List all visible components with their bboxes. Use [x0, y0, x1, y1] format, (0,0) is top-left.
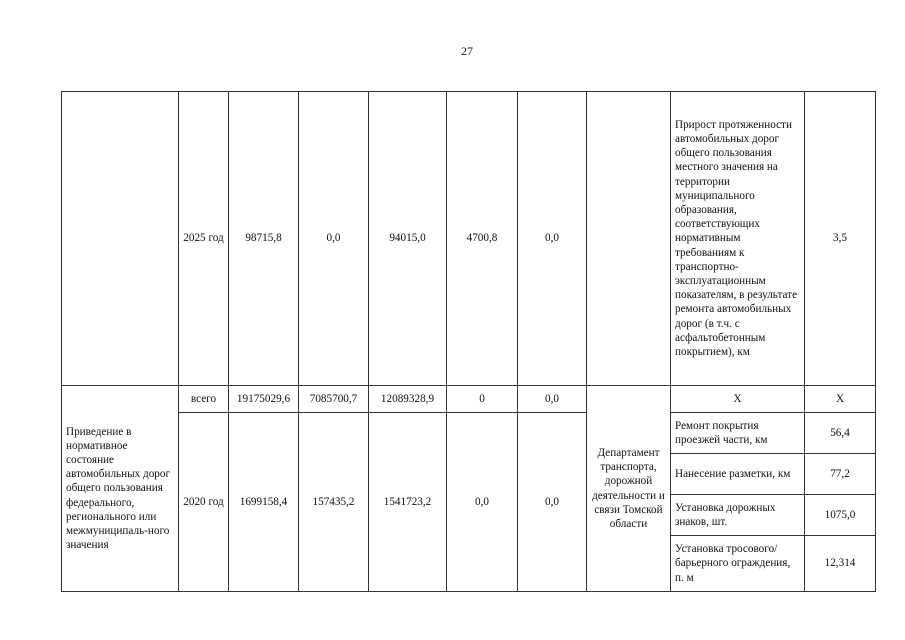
indicator-value-cell: 1075,0 [805, 495, 876, 536]
responsible-cell: Департамент транспорта, дорожной деятельности и связи Томской области [587, 386, 671, 592]
local-funding-cell: 0,0 [447, 413, 518, 592]
total-funding-cell: 98715,8 [229, 92, 299, 386]
total-funding-cell: 1699158,4 [229, 413, 299, 592]
page-number: 27 [461, 44, 473, 58]
task-cell-empty [62, 92, 179, 386]
indicator-name-cell: Установка тросового/барьерного ограждения, п. м [671, 536, 805, 592]
local-funding-cell: 4700,8 [447, 92, 518, 386]
table-row-total [62, 386, 876, 413]
indicator-value-cell: 77,2 [805, 454, 876, 495]
regional-funding-cell: 94015,0 [369, 92, 447, 386]
indicator-name-cell: Ремонт покрытия проезжей части, км [671, 413, 805, 454]
table-row-2020 [62, 413, 876, 454]
responsible-cell-empty [587, 92, 671, 386]
federal-funding-cell: 157435,2 [299, 413, 369, 592]
indicator-name-cell: Прирост протяженности автомобильных дорог общего пользования местного значения на территории муниципального образования, соответствующих нормативным требованиям к транспортно-эксплуатационным показателям, в результате ремонта автомобильных дорог (в т.ч. с асфальтобетонным покрытием), км [671, 92, 805, 386]
year-cell: 2020 год [179, 413, 229, 592]
local-funding-cell: 0 [447, 386, 518, 413]
extra-funding-cell: 0,0 [518, 386, 587, 413]
federal-funding-cell: 7085700,7 [299, 386, 369, 413]
indicator-value-cell: 3,5 [805, 92, 876, 386]
total-funding-cell: 19175029,6 [229, 386, 299, 413]
extra-funding-cell: 0,0 [518, 92, 587, 386]
federal-funding-cell: 0,0 [299, 92, 369, 386]
total-label-cell: всего [179, 386, 229, 413]
indicator-name-cell: Установка дорожных знаков, шт. [671, 495, 805, 536]
indicator-name-cell: Х [671, 386, 805, 413]
task-name-cell: Приведение в нормативное состояние автомобильных дорог общего пользования федерального, регионального или межмуниципаль-ного значения [62, 386, 179, 592]
program-budget-table [61, 91, 876, 592]
indicator-value-cell: Х [805, 386, 876, 413]
table-row-2025 [62, 92, 876, 386]
indicator-name-cell: Нанесение разметки, км [671, 454, 805, 495]
regional-funding-cell: 1541723,2 [369, 413, 447, 592]
regional-funding-cell: 12089328,9 [369, 386, 447, 413]
indicator-value-cell: 56,4 [805, 413, 876, 454]
year-cell: 2025 год [179, 92, 229, 386]
indicator-value-cell: 12,314 [805, 536, 876, 592]
extra-funding-cell: 0,0 [518, 413, 587, 592]
